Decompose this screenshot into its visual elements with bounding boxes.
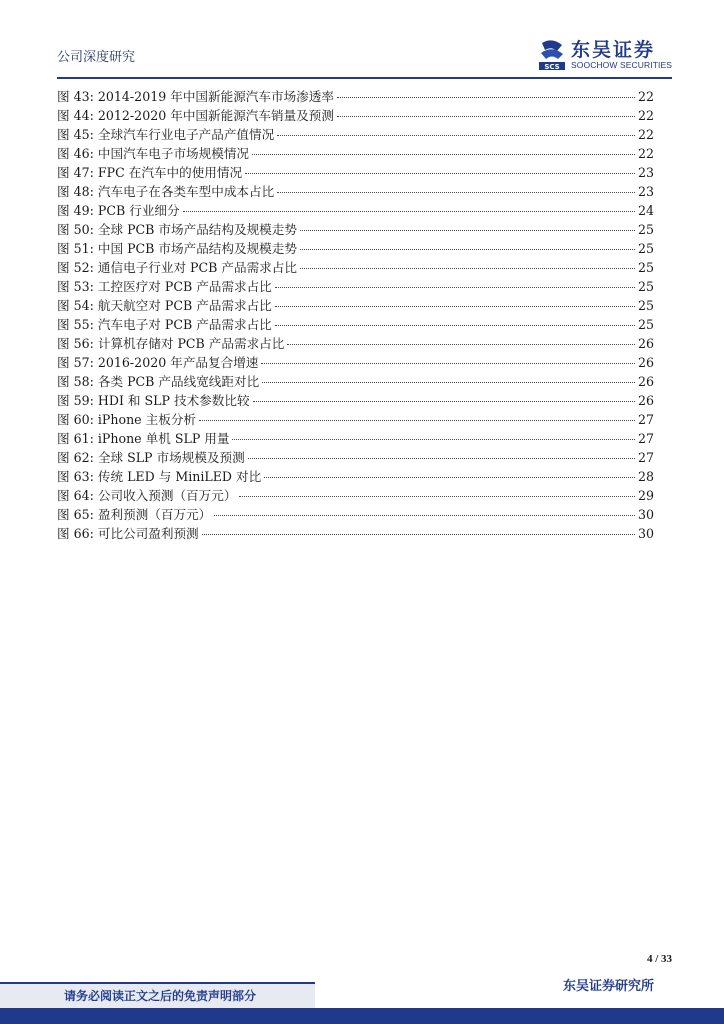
svg-text:SCS: SCS (544, 63, 560, 71)
toc-figure-title: 盈利预测（百万元） (97, 507, 212, 522)
toc-figure-number: 图 56: (57, 336, 94, 351)
toc-figure-number: 图 52: (57, 260, 94, 275)
toc-page-number: 27 (637, 431, 654, 446)
toc-figure-number: 图 45: (57, 127, 94, 142)
toc-page-number: 26 (637, 336, 654, 351)
toc-figure-number: 图 53: (57, 279, 94, 294)
toc-entry[interactable] (57, 353, 654, 372)
toc-page-number: 30 (637, 526, 654, 541)
toc-dot-leader (262, 382, 635, 383)
toc-figure-title: 公司收入预测（百万元） (97, 488, 237, 503)
toc-dot-leader (239, 496, 635, 497)
toc-figure-number: 图 60: (57, 412, 94, 427)
toc-entry[interactable] (57, 163, 654, 182)
toc-figure-title: iPhone 单机 SLP 用量 (97, 431, 230, 446)
toc-entry[interactable] (57, 296, 654, 315)
toc-entry[interactable] (57, 144, 654, 163)
toc-figure-title: iPhone 主板分析 (97, 412, 197, 427)
toc-page-number: 23 (637, 184, 654, 199)
toc-figure-title: 可比公司盈利预测 (97, 526, 199, 541)
toc-dot-leader (300, 249, 635, 250)
toc-entry[interactable] (57, 486, 654, 505)
toc-figure-number: 图 55: (57, 317, 94, 332)
toc-figure-title: 2012-2020 年中国新能源汽车销量及预测 (97, 108, 334, 123)
toc-page-number: 25 (637, 317, 654, 332)
toc-figure-title: 通信电子行业对 PCB 产品需求占比 (97, 260, 297, 275)
toc-dot-leader (277, 192, 635, 193)
toc-page-number: 26 (637, 393, 654, 408)
toc-entry[interactable] (57, 448, 654, 467)
toc-figure-number: 图 59: (57, 393, 94, 408)
toc-figure-title: FPC 在汽车中的使用情况 (97, 165, 243, 180)
toc-figure-title: 计算机存储对 PCB 产品需求占比 (97, 336, 285, 351)
toc-dot-leader (261, 363, 635, 364)
toc-figure-number: 图 57: (57, 355, 94, 370)
toc-entry[interactable] (57, 125, 654, 144)
toc-dot-leader (287, 344, 635, 345)
toc-entry[interactable] (57, 106, 654, 125)
toc-entry[interactable] (57, 391, 654, 410)
toc-figure-number: 图 66: (57, 526, 94, 541)
toc-figure-title: 传统 LED 与 MiniLED 对比 (97, 469, 262, 484)
page-header (57, 38, 672, 74)
toc-page-number: 27 (637, 450, 654, 465)
toc-page-number: 22 (637, 89, 654, 104)
soochow-logo (537, 38, 672, 72)
soochow-emblem-icon (537, 39, 567, 71)
toc-dot-leader (183, 211, 635, 212)
toc-figure-number: 图 58: (57, 374, 94, 389)
toc-figure-number: 图 61: (57, 431, 94, 446)
toc-page-number: 29 (637, 488, 654, 503)
toc-dot-leader (252, 154, 635, 155)
toc-figure-title: 2014-2019 年中国新能源汽车市场渗透率 (97, 89, 334, 104)
toc-figure-number: 图 64: (57, 488, 94, 503)
toc-figure-title: 中国 PCB 市场产品结构及规模走势 (97, 241, 297, 256)
toc-entry[interactable] (57, 505, 654, 524)
toc-dot-leader (199, 420, 635, 421)
toc-entry[interactable] (57, 467, 654, 486)
toc-figure-number: 图 62: (57, 450, 94, 465)
toc-dot-leader (275, 287, 635, 288)
toc-entry[interactable] (57, 201, 654, 220)
toc-dot-leader (275, 306, 635, 307)
toc-page-number: 22 (637, 146, 654, 161)
toc-dot-leader (253, 401, 635, 402)
toc-dot-leader (248, 458, 635, 459)
toc-page-number: 30 (637, 507, 654, 522)
toc-figure-number: 图 65: (57, 507, 94, 522)
toc-figure-number: 图 43: (57, 89, 94, 104)
toc-dot-leader (337, 97, 635, 98)
toc-entry[interactable] (57, 87, 654, 106)
toc-figure-title: 全球 PCB 市场产品结构及规模走势 (97, 222, 297, 237)
toc-page-number: 26 (637, 355, 654, 370)
toc-figure-number: 图 50: (57, 222, 94, 237)
toc-dot-leader (264, 477, 635, 478)
toc-entry[interactable] (57, 182, 654, 201)
toc-figure-title: 全球 SLP 市场规模及预测 (97, 450, 245, 465)
toc-figure-title: 全球汽车行业电子产品产值情况 (97, 127, 275, 142)
toc-dot-leader (214, 515, 635, 516)
toc-page-number: 27 (637, 412, 654, 427)
toc-entry[interactable] (57, 277, 654, 296)
toc-entry[interactable] (57, 372, 654, 391)
toc-entry[interactable] (57, 524, 654, 543)
logo-english-name: SOOCHOW SECURITIES (571, 60, 672, 70)
toc-figure-number: 图 44: (57, 108, 94, 123)
disclaimer-text: 请务必阅读正文之后的免责声明部分 (64, 989, 257, 1003)
toc-page-number: 25 (637, 241, 654, 256)
toc-dot-leader (277, 135, 635, 136)
figure-list (57, 87, 654, 543)
toc-figure-number: 图 49: (57, 203, 94, 218)
toc-figure-title: 汽车电子对 PCB 产品需求占比 (97, 317, 272, 332)
logo-chinese-name: 东吴证券 (571, 39, 656, 61)
toc-dot-leader (275, 325, 635, 326)
toc-figure-number: 图 46: (57, 146, 94, 161)
toc-figure-number: 图 48: (57, 184, 94, 199)
institute-name: 东吴证券研究所 (562, 979, 654, 994)
toc-page-number: 26 (637, 374, 654, 389)
toc-figure-number: 图 54: (57, 298, 94, 313)
footer-band (0, 1008, 724, 1024)
header-divider (57, 77, 672, 79)
toc-entry[interactable] (57, 258, 654, 277)
toc-entry[interactable] (57, 239, 654, 258)
page-number: 4 / 33 (646, 953, 672, 965)
toc-page-number: 28 (637, 469, 654, 484)
report-type-label: 公司深度研究 (57, 50, 136, 65)
toc-entry[interactable] (57, 315, 654, 334)
toc-dot-leader (232, 439, 634, 440)
toc-figure-title: 中国汽车电子市场规模情况 (97, 146, 249, 161)
toc-figure-title: HDI 和 SLP 技术参数比较 (97, 393, 250, 408)
toc-figure-number: 图 63: (57, 469, 94, 484)
toc-figure-title: PCB 行业细分 (97, 203, 180, 218)
toc-page-number: 25 (637, 260, 654, 275)
toc-figure-number: 图 51: (57, 241, 94, 256)
toc-page-number: 22 (637, 127, 654, 142)
toc-figure-title: 2016-2020 年产品复合增速 (97, 355, 259, 370)
toc-figure-title: 航天航空对 PCB 产品需求占比 (97, 298, 272, 313)
toc-figure-title: 汽车电子在各类车型中成本占比 (97, 184, 275, 199)
toc-figure-number: 图 47: (57, 165, 94, 180)
toc-entry[interactable] (57, 334, 654, 353)
toc-page-number: 22 (637, 108, 654, 123)
toc-figure-title: 工控医疗对 PCB 产品需求占比 (97, 279, 272, 294)
toc-figure-title: 各类 PCB 产品线宽线距对比 (97, 374, 260, 389)
toc-page-number: 25 (637, 222, 654, 237)
toc-entry[interactable] (57, 410, 654, 429)
toc-entry[interactable] (57, 220, 654, 239)
toc-page-number: 25 (637, 298, 654, 313)
toc-dot-leader (300, 268, 635, 269)
toc-entry[interactable] (57, 429, 654, 448)
toc-dot-leader (300, 230, 635, 231)
toc-dot-leader (245, 173, 635, 174)
toc-dot-leader (337, 116, 635, 117)
toc-page-number: 23 (637, 165, 654, 180)
toc-page-number: 25 (637, 279, 654, 294)
toc-dot-leader (202, 534, 635, 535)
toc-page-number: 24 (637, 203, 654, 218)
